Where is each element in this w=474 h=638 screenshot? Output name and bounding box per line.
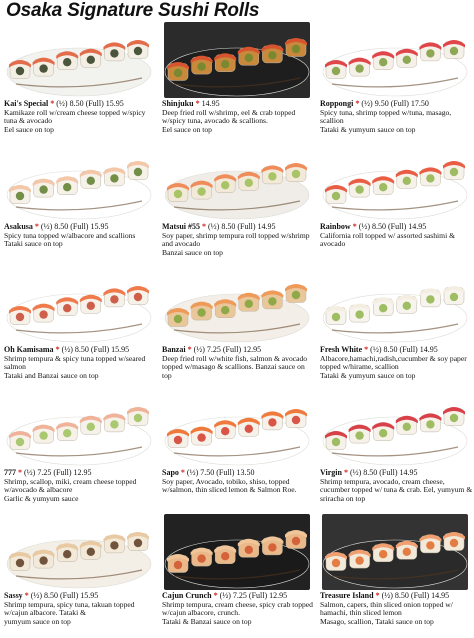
item-description: Shrimp tempura, spicy tuna, takuan topped w/cajun albacore. Tataki & xyxy=(4,599,135,618)
signature-star: * xyxy=(202,222,206,231)
menu-item-text xyxy=(320,100,474,134)
item-name: Fresh White xyxy=(320,345,363,354)
item-name: Virgin xyxy=(320,468,342,477)
item-name: Sassy xyxy=(4,591,23,600)
sushi-roll-photo xyxy=(164,268,310,344)
signature-star: * xyxy=(55,345,60,354)
page-title: Osaka Signature Sushi Rolls xyxy=(6,0,260,21)
signature-star: * xyxy=(34,222,39,231)
menu-item-text xyxy=(320,592,474,626)
signature-star: * xyxy=(352,222,357,231)
item-name: Roppongi xyxy=(320,99,354,108)
sushi-roll-photo xyxy=(322,391,468,467)
sushi-roll-photo xyxy=(164,514,310,590)
item-name: Matsui #55 xyxy=(162,222,200,231)
menu-item-text xyxy=(320,469,474,503)
item-price: (½) 8.50 (Full) 14.95 xyxy=(381,591,450,600)
menu-item xyxy=(0,22,158,145)
item-sauce: Tataki sauce on top xyxy=(4,239,63,249)
signature-star: * xyxy=(213,591,218,600)
item-price: (½) 8.50 (Full) 14.95 xyxy=(349,468,418,477)
menu-item xyxy=(0,145,158,268)
item-description: Spicy tuna topped w/albacore and scallions xyxy=(4,230,136,240)
signature-star: * xyxy=(24,591,29,600)
item-price: (½) 9.50 (Full) 17.50 xyxy=(361,99,429,108)
sushi-roll-photo xyxy=(322,145,468,221)
signature-star: * xyxy=(187,345,192,354)
signature-star: * xyxy=(50,99,55,108)
item-price: (½) 8.50 (Full) 14.95 xyxy=(208,222,276,231)
sushi-roll-photo xyxy=(322,268,468,344)
sushi-roll-photo xyxy=(164,391,310,467)
item-sauce: Tataki & yumyum sauce on top xyxy=(320,124,416,134)
menu-item-text xyxy=(162,100,316,134)
item-sauce: Banzai sauce on top xyxy=(162,247,223,257)
signature-star: * xyxy=(375,591,380,600)
item-description: Shrimp tempura, avocado, cream cheese, cucumber topped w/ tuna & crab. Eel, yumyum & sriracha on top xyxy=(320,476,473,503)
item-price: (½) 7.25 (Full) 12.95 xyxy=(193,345,262,354)
item-description: Soy paper, Avocado, tobiko, shiso, topped w/salmon, thin sliced lemon & Salmon Roe. xyxy=(162,476,297,495)
menu-item xyxy=(158,145,316,268)
item-name: Sapo xyxy=(162,468,179,477)
item-name: Cajun Crunch xyxy=(162,591,212,600)
item-name: Shinjuku xyxy=(162,99,194,108)
sushi-roll-photo xyxy=(322,22,468,98)
menu-item-text xyxy=(320,223,474,249)
item-sauce: Eel sauce on top xyxy=(4,124,54,134)
menu-item-text xyxy=(4,592,158,626)
item-price: (½) 8.50 (Full) 15.95 xyxy=(40,222,109,231)
sushi-roll-photo xyxy=(6,391,152,467)
item-price: (½) 7.25 (Full) 12.95 xyxy=(219,591,288,600)
item-sauce: Garlic & yumyum sauce xyxy=(4,493,79,503)
menu-item-text xyxy=(4,100,158,134)
item-name: 777 xyxy=(4,468,16,477)
sushi-roll-photo xyxy=(322,514,468,590)
item-description: Kamikaze roll w/cream cheese topped w/spicy tuna & avocado xyxy=(4,107,146,126)
signature-star: * xyxy=(195,99,200,108)
menu-item xyxy=(158,268,316,391)
item-name: Rainbow xyxy=(320,222,351,231)
signature-star: * xyxy=(343,468,348,477)
item-price: (½) 8.50 (Full) 15.95 xyxy=(61,345,130,354)
sushi-roll-photo xyxy=(6,145,152,221)
item-sauce: Eel sauce on top xyxy=(162,124,212,134)
item-description: Salmon, capers, thin sliced onion topped w/ hamachi, thin sliced lemon xyxy=(320,599,453,618)
menu-item-text xyxy=(320,346,474,380)
menu-item xyxy=(158,514,316,637)
item-description: Spicy tuna, shrimp topped w/tuna, masago, scallion xyxy=(320,107,452,126)
item-description: Shrimp, scallop, miki, cream cheese topped w/avocado & albacore xyxy=(4,476,137,495)
item-description: Shrimp tempura, cream cheese, spicy crab topped w/cajun albacore, crunch. xyxy=(162,599,313,618)
item-description: Deep fried roll w/shrimp, eel & crab topped w/spicy tuna, avocado & scallions. xyxy=(162,107,296,126)
menu-item-text xyxy=(162,346,316,380)
sushi-roll-photo xyxy=(164,145,310,221)
signature-star: * xyxy=(180,468,185,477)
item-sauce: Tataki & Banzai sauce on top xyxy=(162,616,252,626)
menu-item xyxy=(0,268,158,391)
item-description: Albacore,hamachi,radish,cucumber & soy paper topped w/hirame, scallion xyxy=(320,353,467,372)
item-price: (½) 7.50 (Full) 13.50 xyxy=(186,468,255,477)
item-description: Deep fried roll w/white fish, salmon & avocado topped w/masago & scallions. Banzai sauce on top xyxy=(162,353,308,380)
menu-grid xyxy=(0,22,474,638)
menu-item xyxy=(316,391,474,514)
item-name: Oh Kamisama xyxy=(4,345,54,354)
menu-item-text xyxy=(4,223,158,249)
item-name: Asakusa xyxy=(4,222,33,231)
item-sauce: yumyum sauce on top xyxy=(4,616,71,626)
menu-item xyxy=(0,391,158,514)
signature-star: * xyxy=(355,99,360,108)
item-price: (½) 8.50 (Full) 14.95 xyxy=(358,222,427,231)
signature-star: * xyxy=(18,468,22,477)
sushi-roll-photo xyxy=(164,22,310,98)
item-price: (½) 8.50 (Full) 14.95 xyxy=(370,345,438,354)
menu-item xyxy=(158,22,316,145)
menu-item xyxy=(158,391,316,514)
item-sauce: Masago, scallion, Tataki sauce on top xyxy=(320,616,434,626)
item-price: (½) 8.50 (Full) 15.95 xyxy=(56,99,124,108)
menu-item xyxy=(0,514,158,637)
item-name: Treasure Island xyxy=(320,591,374,600)
menu-item-text xyxy=(162,592,316,626)
sushi-roll-photo xyxy=(6,268,152,344)
menu-item-text xyxy=(162,469,316,495)
menu-item-text xyxy=(4,469,158,503)
menu-item xyxy=(316,514,474,637)
menu-item-text xyxy=(162,223,316,257)
item-sauce: Tataki & yumyum sauce on top xyxy=(320,370,416,380)
menu-item xyxy=(316,268,474,391)
signature-star: * xyxy=(364,345,369,354)
item-description: California roll topped w/ assorted sashimi & avocado xyxy=(320,230,455,249)
item-price: (½) 8.50 (Full) 15.95 xyxy=(30,591,99,600)
sushi-roll-photo xyxy=(6,514,152,590)
item-description: Soy paper, shrimp tempura roll topped w/shrimp and avocado xyxy=(162,230,310,249)
item-name: Kai's Special xyxy=(4,99,49,108)
sushi-roll-photo xyxy=(6,22,152,98)
menu-item xyxy=(316,145,474,268)
item-name: Banzai xyxy=(162,345,186,354)
item-price: 14.95 xyxy=(201,99,220,108)
item-sauce: Tataki and Banzai sauce on top xyxy=(4,370,99,380)
menu-item-text xyxy=(4,346,158,380)
item-price: (½) 7.25 (Full) 12.95 xyxy=(24,468,92,477)
menu-item xyxy=(316,22,474,145)
item-description: Shrimp tempura & spicy tuna topped w/seared salmon xyxy=(4,353,146,372)
